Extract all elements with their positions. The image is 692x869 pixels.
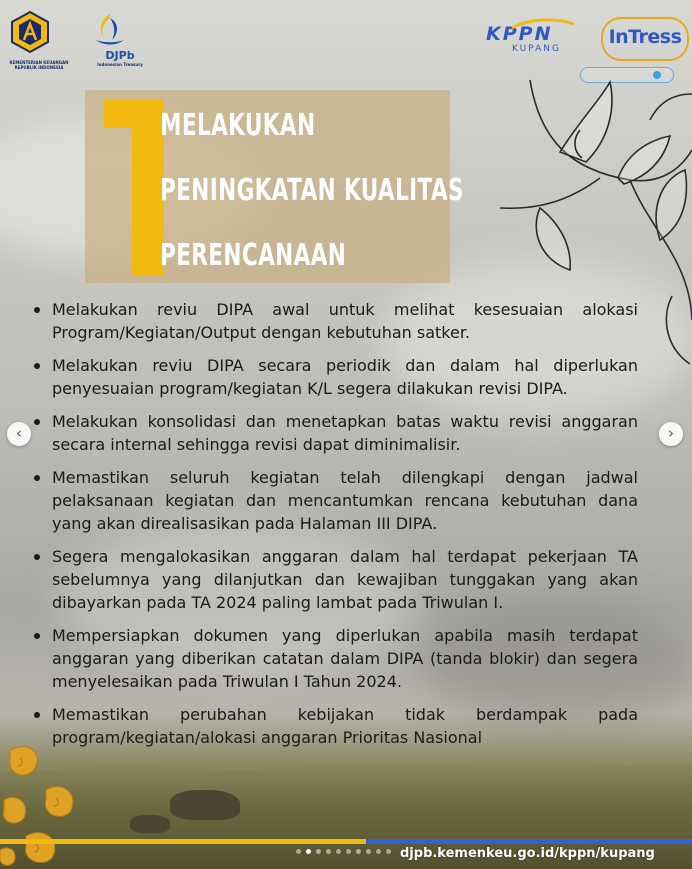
carousel-dots <box>296 849 391 855</box>
bullet-list <box>30 298 638 759</box>
kemenkeu-label: KEMENTERIAN KEUANGAN REPUBLIK INDONESIA <box>9 60 69 70</box>
list-item-text: Segera mengalokasikan anggaran dalam hal terdapat pekerjaan TA sebelumnya yang dilanjutkan dan kewajiban tunggakan yang akan dibayarkan pada TA 2024 paling lambat pada Triwulan I. <box>52 547 638 612</box>
carousel-dot[interactable] <box>376 849 381 854</box>
list-item-text: Memastikan perubahan kebijakan tidak berdampak pada program/kegiatan/alokasi anggaran Prioritas Nasional <box>52 705 638 747</box>
djpb-logo <box>90 12 150 67</box>
carousel-dot[interactable] <box>326 849 331 854</box>
list-item-text: Melakukan konsolidasi dan menetapkan batas waktu revisi anggaran secara internal sehingga revisi dapat diminimalisir. <box>52 412 638 454</box>
next-slide-button[interactable] <box>659 422 683 446</box>
bullet-dot <box>34 475 40 481</box>
list-item <box>30 410 638 456</box>
list-item <box>30 354 638 400</box>
list-item <box>30 703 638 749</box>
footer-url: djpb.kemenkeu.go.id/kppn/kupang <box>400 846 655 861</box>
chevron-right-icon: › <box>668 424 674 442</box>
rock <box>130 815 170 833</box>
title-number-1 <box>104 100 164 276</box>
kemenkeu-emblem-icon <box>8 10 52 54</box>
footer-bar-gold <box>0 839 366 844</box>
title-line-2: PENINGKATAN KUALITAS <box>160 173 464 208</box>
kppn-logo <box>486 24 578 54</box>
list-item-text: Memastikan seluruh kegiatan telah dilengkapi dengan jadwal pelaksanaan kegiatan dan mencantumkan rencana kebutuhan dana yang akan direalisasikan pada Halaman III DIPA. <box>52 468 638 533</box>
title-line-3: PERENCANAAN <box>160 238 347 273</box>
intress-label: InTress <box>608 26 682 48</box>
bullet-dot <box>34 712 40 718</box>
list-item <box>30 298 638 344</box>
title-line-1: MELAKUKAN <box>160 108 316 143</box>
carousel-dot[interactable] <box>296 849 301 854</box>
list-item-text: Melakukan reviu DIPA secara periodik dan dalam hal diperlukan penyesuaian program/kegiatan K/L segera dilakukan revisi DIPA. <box>52 356 638 398</box>
carousel-dot[interactable] <box>366 849 371 854</box>
intress-logo <box>601 17 689 61</box>
carousel-dot[interactable] <box>336 849 341 854</box>
djpb-title: DJPb <box>105 49 135 62</box>
bullet-dot <box>34 307 40 313</box>
bullet-dot <box>34 633 40 639</box>
kppn-title: KPPN <box>486 23 553 45</box>
floral-ornament-icon <box>0 740 90 869</box>
rock <box>170 790 240 820</box>
prev-slide-button[interactable] <box>7 422 31 446</box>
carousel-dot[interactable] <box>386 849 391 854</box>
kppn-subtitle: KUPANG <box>512 44 561 54</box>
carousel-dot[interactable] <box>306 849 311 854</box>
carousel-dot[interactable] <box>316 849 321 854</box>
djpb-subtitle: Indonesian Treasury <box>97 62 143 67</box>
list-item <box>30 466 638 535</box>
kemenkeu-logo <box>8 10 70 70</box>
chevron-left-icon: ‹ <box>16 424 22 442</box>
list-item <box>30 545 638 614</box>
carousel-dot[interactable] <box>346 849 351 854</box>
list-item <box>30 624 638 693</box>
list-item-text: Mempersiapkan dokumen yang diperlukan apabila masih terdapat anggaran yang diberikan catatan dalam DIPA (tanda blokir) dan segera menyelesaikan pada Triwulan I Tahun 2024. <box>52 626 638 691</box>
carousel-dot[interactable] <box>356 849 361 854</box>
list-item-text: Melakukan reviu DIPA awal untuk melihat kesesuaian alokasi Program/Kegiatan/Output dengan kebutuhan satker. <box>52 300 638 342</box>
kppn-swoosh-icon <box>510 18 576 30</box>
djpb-emblem-icon <box>90 12 130 46</box>
bullet-dot <box>34 419 40 425</box>
bullet-dot <box>34 363 40 369</box>
bullet-dot <box>34 554 40 560</box>
footer-bar-blue <box>366 839 692 844</box>
